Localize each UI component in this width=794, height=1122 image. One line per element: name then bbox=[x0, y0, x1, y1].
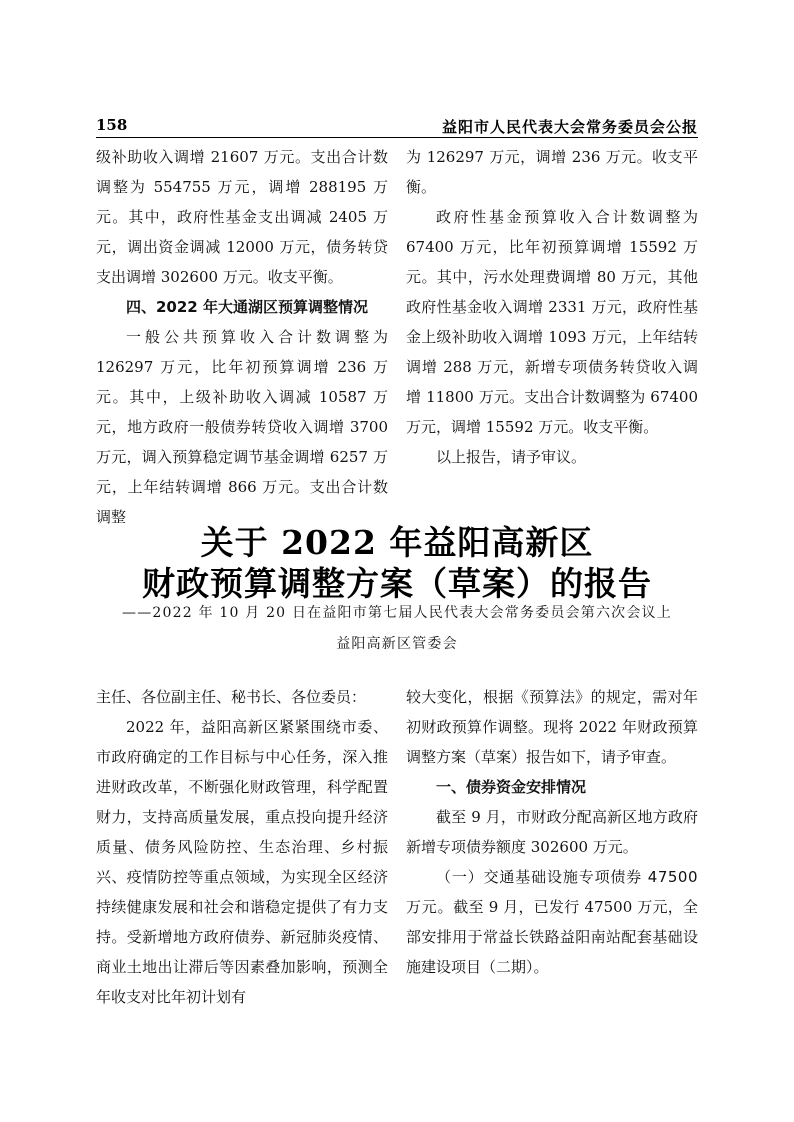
paragraph: 一般公共预算收入合计数调整为 126297 万元，比年初预算调增 236 万元。其中，上级补助收入调减 10587 万元，地方政府一般债券转贷收入调增 3700 万元，调入预算稳定调节基金调增 6257 万元，上年结转调增 866 万元。支出合计数调整 bbox=[96, 328, 388, 526]
closing-line: 以上报告，请予审议。 bbox=[436, 448, 587, 466]
paragraph: 为 126297 万元，调增 236 万元。收支平衡。 bbox=[406, 148, 698, 196]
article-title-line-1: 关于 2022 年益阳高新区 bbox=[200, 523, 594, 562]
article-subtitle: ——2022 年 10 月 20 日在益阳市第七届人民代表大会常务委员会第六次会议上 bbox=[122, 605, 672, 621]
journal-title: 益阳市人民代表大会常务委员会公报 bbox=[441, 118, 698, 136]
paragraph: 2022 年，益阳高新区紧紧围绕市委、市政府确定的工作目标与中心任务，深入推进财政改革，不断强化财政管理，科学配置财力，支持高质量发展，重点投向提升经济质量、债务风险防控、生态治理、乡村振兴、疫情防控等重点领域，为实现全区经济持续健康发展和社会和谐稳定提供了有力支持。受新增地方政府债券、新冠肺炎疫情、商业土地出让滞后等因素叠加影响，预测全年收支对比年初计划有 bbox=[96, 718, 388, 1006]
paragraph: 级补助收入调增 21607 万元。支出合计数调整为 554755 万元，调增 288195 万元。其中，政府性基金支出调减 2405 万元，调出资金调减 12000 万元，债务转贷支出调增 302600 万元。收支平衡。 bbox=[96, 148, 388, 286]
paragraph: 较大变化，根据《预算法》的规定，需对年初财政预算作调整。现将 2022 年财政预算调整方案（草案）报告如下，请予审查。 bbox=[406, 688, 698, 766]
section-heading: 一、债券资金安排情况 bbox=[436, 778, 587, 796]
paragraph: 截至 9 月，市财政分配高新区地方政府新增专项债券额度 302600 万元。 bbox=[406, 808, 698, 856]
paragraph-text: 截至 9 月，已发行 47500 万元，全部安排用于常益长铁路益阳南站配套基础设施建设项目（二期）。 bbox=[406, 898, 698, 976]
bottom-left-column bbox=[96, 682, 388, 1012]
article-author: 益阳高新区管委会 bbox=[336, 636, 458, 652]
page-number: 158 bbox=[96, 116, 128, 134]
paragraph: 政府性基金预算收入合计数调整为 67400 万元，比年初预算调增 15592 万元。其中，污水处理费调增 80 万元，其他政府性基金收入调增 2331 万元，政府性基金上级补助收入调增 1093 万元，上年结转调增 288 万元，新增专项债务转贷收入调增 11800 万元。支出合计数调整为 67400 万元，调增 15592 万元。收支平衡。 bbox=[406, 208, 698, 436]
article-title-line-2: 财政预算调整方案（草案）的报告 bbox=[142, 564, 652, 603]
header-rule bbox=[96, 137, 698, 138]
bottom-right-column bbox=[406, 682, 698, 982]
section-heading: 四、2022 年大通湖区预算调整情况 bbox=[126, 298, 368, 316]
paragraph bbox=[406, 862, 698, 982]
subsection-heading: （一）交通基础设施专项债券 47500 万元。 bbox=[406, 868, 698, 916]
top-left-column bbox=[96, 142, 388, 532]
salutation: 主任、各位副主任、秘书长、各位委员： bbox=[96, 688, 367, 706]
top-right-column bbox=[406, 142, 698, 472]
